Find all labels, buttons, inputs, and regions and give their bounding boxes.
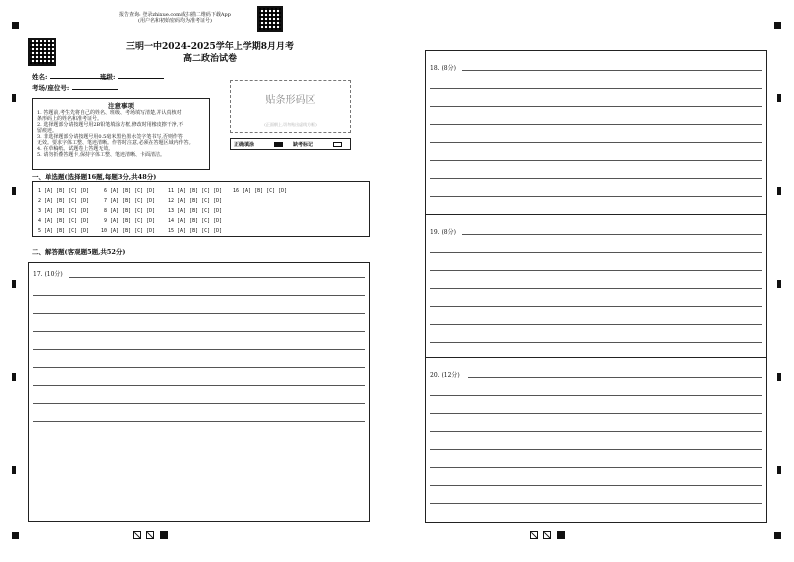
answer-line bbox=[468, 377, 762, 378]
answer-line bbox=[430, 252, 762, 253]
answer-line bbox=[430, 106, 762, 107]
timing-mark bbox=[777, 373, 781, 381]
mc-item-8[interactable]: 8 [A] [B] [C] [D] bbox=[104, 208, 156, 214]
notice-box bbox=[32, 98, 210, 170]
school-title: 三明一中2024-2025学年上学期8月月考 bbox=[125, 42, 295, 52]
correct-fill-sample bbox=[274, 142, 283, 147]
answer-line bbox=[69, 277, 365, 278]
answer-line bbox=[430, 449, 762, 450]
answer-line bbox=[430, 160, 762, 161]
q20-label: 20. (12分) bbox=[430, 372, 460, 379]
answer-line bbox=[430, 196, 762, 197]
mc-item-16[interactable]: 16 [A] [B] [C] [D] bbox=[233, 188, 288, 194]
answer-line bbox=[33, 367, 365, 368]
notice-item: 3. 非选择题部分请按题号用0.5毫米黑色墨水签字笔书写,否则作答 bbox=[37, 134, 183, 140]
section1-title: 一、单选题(选择题16题,每题3分,共48分) bbox=[32, 173, 157, 181]
mc-item-7[interactable]: 7 [A] [B] [C] [D] bbox=[104, 198, 156, 204]
answer-line bbox=[462, 70, 762, 71]
mc-item-9[interactable]: 9 [A] [B] [C] [D] bbox=[104, 218, 156, 224]
answer-line bbox=[430, 503, 762, 504]
page-code-square bbox=[133, 531, 141, 539]
q19-label: 19. (8分) bbox=[430, 229, 456, 236]
absent-mark-label: 缺考标记 bbox=[293, 142, 314, 148]
page-code-square bbox=[160, 531, 168, 539]
notice-item: 4. 在草稿纸、试题卷上答题无效。 bbox=[37, 146, 114, 152]
correct-fill-label: 正确填涂 bbox=[234, 142, 255, 148]
answer-line bbox=[462, 234, 762, 235]
mc-answer-box bbox=[32, 181, 370, 237]
timing-mark bbox=[777, 187, 781, 195]
q20-answer-box[interactable] bbox=[425, 357, 767, 523]
timing-mark bbox=[12, 280, 16, 288]
timing-mark bbox=[777, 466, 781, 474]
answer-line bbox=[430, 431, 762, 432]
notice-item: 留痕迹。 bbox=[37, 128, 58, 134]
page-code-square bbox=[530, 531, 538, 539]
name-label: 姓名: bbox=[32, 73, 48, 81]
timing-mark bbox=[12, 94, 16, 102]
corner-mark-bottom-right bbox=[774, 532, 781, 539]
section2-title: 二、解答题(客观题5题,共52分) bbox=[32, 248, 126, 256]
q17-answer-box[interactable] bbox=[28, 262, 370, 522]
q19-answer-box[interactable] bbox=[425, 214, 767, 358]
absent-mark-checkbox[interactable] bbox=[333, 142, 342, 147]
fill-legend bbox=[230, 138, 351, 150]
class-label: 班级: bbox=[100, 73, 116, 81]
notice-item: 条形码上的姓名和准考证号。 bbox=[37, 116, 103, 122]
answer-line bbox=[33, 331, 365, 332]
answer-line bbox=[430, 324, 762, 325]
notice-item: 无效。要求字体工整、笔迹清晰。作答时注意,必须在答题区域内作答。 bbox=[37, 140, 194, 146]
mc-item-2[interactable]: 2 [A] [B] [C] [D] bbox=[38, 198, 90, 204]
mc-item-13[interactable]: 13 [A] [B] [C] [D] bbox=[168, 208, 223, 214]
mc-item-1[interactable]: 1 [A] [B] [C] [D] bbox=[38, 188, 90, 194]
report-query-line2: (用户名和初始密码均为准考证号) bbox=[138, 18, 212, 24]
answer-line bbox=[430, 395, 762, 396]
answer-line bbox=[33, 313, 365, 314]
notice-item: 1. 答题前,考生先将自己的姓名、班级、考场填写清楚,并认真核对 bbox=[37, 110, 182, 116]
exam-title: 高二政治试卷 bbox=[182, 54, 237, 64]
answer-line bbox=[33, 295, 365, 296]
seat-field[interactable] bbox=[32, 83, 118, 92]
answer-line bbox=[33, 385, 365, 386]
page-code-square bbox=[146, 531, 154, 539]
mc-item-15[interactable]: 15 [A] [B] [C] [D] bbox=[168, 228, 223, 234]
answer-line bbox=[430, 124, 762, 125]
notice-item: 2. 选择题部分请按题号用2B铅笔填涂方框,修改时用橡皮擦干净,不 bbox=[37, 122, 184, 128]
corner-mark-top-left bbox=[12, 22, 19, 29]
page-code-square bbox=[543, 531, 551, 539]
barcode-title: 贴条形码区 bbox=[265, 95, 316, 106]
timing-mark bbox=[777, 94, 781, 102]
page-code-square bbox=[557, 531, 565, 539]
mc-item-5[interactable]: 5 [A] [B] [C] [D] bbox=[38, 228, 90, 234]
answer-line bbox=[430, 342, 762, 343]
notice-item: 5. 请勿折叠答题卡,保持字体工整、笔迹清晰、卡面清洁。 bbox=[37, 152, 165, 158]
barcode-hint: (正面朝上,切勿贴出虚线方框) bbox=[264, 122, 317, 127]
timing-mark bbox=[12, 187, 16, 195]
answer-line bbox=[430, 413, 762, 414]
seat-label: 考场/座位号: bbox=[32, 84, 70, 92]
barcode-area bbox=[230, 80, 351, 133]
answer-line bbox=[430, 485, 762, 486]
answer-line bbox=[33, 421, 365, 422]
answer-line bbox=[430, 88, 762, 89]
q17-label: 17. (10分) bbox=[33, 271, 63, 278]
mc-item-12[interactable]: 12 [A] [B] [C] [D] bbox=[168, 198, 223, 204]
timing-mark bbox=[777, 280, 781, 288]
answer-line bbox=[430, 142, 762, 143]
corner-mark-bottom-left bbox=[12, 532, 19, 539]
q18-answer-box[interactable] bbox=[425, 50, 767, 215]
name-field[interactable] bbox=[32, 72, 108, 81]
report-query-line1: 报告查询: 登录zhixue.com或扫描二维码下载App bbox=[119, 12, 231, 18]
answer-line bbox=[430, 178, 762, 179]
qr-code-top bbox=[257, 6, 283, 32]
qr-code-left bbox=[28, 38, 56, 66]
answer-line bbox=[430, 288, 762, 289]
report-query-note bbox=[100, 12, 250, 24]
answer-line bbox=[33, 349, 365, 350]
q18-label: 18. (8分) bbox=[430, 65, 456, 72]
corner-mark-top-right bbox=[774, 22, 781, 29]
timing-mark bbox=[12, 466, 16, 474]
answer-line bbox=[430, 467, 762, 468]
mc-item-10[interactable]: 10 [A] [B] [C] [D] bbox=[101, 228, 156, 234]
mc-item-4[interactable]: 4 [A] [B] [C] [D] bbox=[38, 218, 90, 224]
mc-item-11[interactable]: 11 [A] [B] [C] [D] bbox=[168, 188, 223, 194]
answer-line bbox=[33, 403, 365, 404]
mc-item-3[interactable]: 3 [A] [B] [C] [D] bbox=[38, 208, 90, 214]
timing-mark bbox=[12, 373, 16, 381]
class-field[interactable] bbox=[100, 72, 164, 81]
answer-line bbox=[430, 270, 762, 271]
answer-line bbox=[430, 306, 762, 307]
mc-item-6[interactable]: 6 [A] [B] [C] [D] bbox=[104, 188, 156, 194]
notice-title: 注意事项 bbox=[108, 102, 134, 110]
mc-item-14[interactable]: 14 [A] [B] [C] [D] bbox=[168, 218, 223, 224]
